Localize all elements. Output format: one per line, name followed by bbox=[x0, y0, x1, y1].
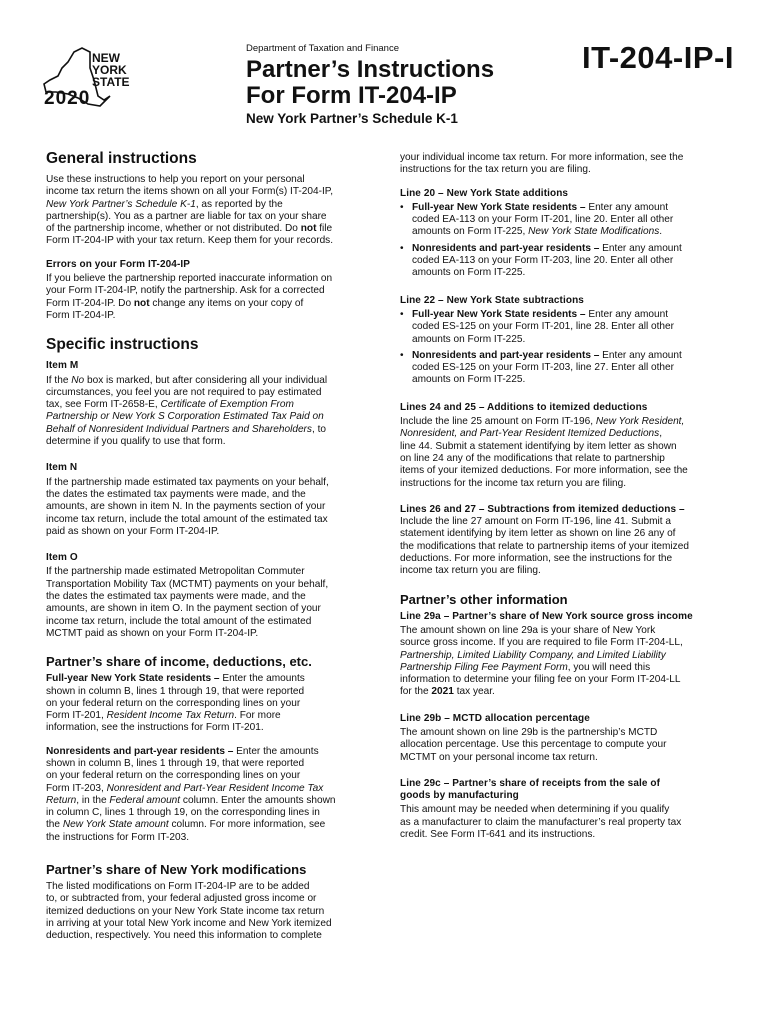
continued-text: your individual income tax return. For more information, see the instructions for the tax return you are filing. bbox=[400, 152, 684, 176]
line-22-list bbox=[400, 309, 728, 387]
general-instructions-text: Use these instructions to help you report on your personal income tax return the items shown on all your Form(s) IT-204-IP, New York Partner’s Schedule K-1, as reported by the partnership(s). You as a partner are liable for tax on your share of the partnership income, whether or not distributed. Do not file Form IT-204-IP with your tax return. Keep them for your records. bbox=[46, 174, 334, 247]
item-m-text: If the No box is marked, but after considering all your individual circumstances, you feel you are not required to pay estimated tax, see Form IT-2658-E, Certificate of Exemption From Partnership or New York S Corporation Estimated Tax Paid on Behalf of Nonresident Individual Partners and Shareholders, to determine if you qualify to use that form. bbox=[46, 374, 328, 448]
ny-modifications-text: The listed modifications on Form IT-204-IP are to be added to, or subtracted from, your federal adjusted gross income or itemized deductions on your New York State income tax return in arriving at your total New York income and New York itemized deduction, respectively. You need this information to complete bbox=[46, 881, 332, 942]
item-n-text: If the partnership made estimated tax payments on your behalf, the dates the estimated tax payments were made, and the amounts, are shown in item N. In the payments section of your income tax return, include the total amount of the estimated tax paid as shown on your Form IT-204-IP. bbox=[46, 476, 329, 537]
other-information-heading: Partner’s other information bbox=[400, 591, 568, 607]
list-item: • Full-year New York State residents – Enter any amount coded EA-113 on your Form IT-201, line 20. Enter all other amounts on Form IT-225, New York State Modifications. bbox=[400, 202, 728, 239]
line-20-heading: Line 20 – New York State additions bbox=[400, 187, 569, 199]
logo-wordmark bbox=[92, 52, 130, 88]
list-item: • Full-year New York State residents – Enter any amount coded ES-125 on your Form IT-201, line 28. Enter all other amounts on Form IT-225. bbox=[400, 309, 728, 346]
errors-heading: Errors on your Form IT-204-IP bbox=[46, 258, 191, 270]
line-29b-text: The amount shown on line 29b is the partnership’s MCTD allocation percentage. Use this percentage to compute your MCTMT on your personal income tax return. bbox=[400, 726, 667, 763]
ny-modifications-heading: Partner’s share of New York modifications bbox=[46, 862, 307, 878]
line-20-list bbox=[400, 202, 728, 280]
line-29a-heading: Line 29a – Partner’s share of New York source gross income bbox=[400, 610, 693, 622]
line-29a-text: The amount shown on line 29a is your share of New York source gross income. If you are required to file Form IT-204-LL, Partnership, Limited Liability Company, and Limited Liability Partnership Filing Fee Payment Form, you will need this information to determine your filing fee on your Form IT-204-LL for the 2021 tax year. bbox=[400, 624, 683, 698]
list-item: • Nonresidents and part-year residents – Enter any amount coded ES-125 on your Form IT-203, line 27. Enter all other amounts on Form IT-225. bbox=[400, 350, 728, 387]
lines-24-25-heading: Lines 24 and 25 – Additions to itemized deductions bbox=[400, 401, 648, 413]
line-29b-heading: Line 29b – MCTD allocation percentage bbox=[400, 712, 590, 724]
form-number: IT-204-IP-I bbox=[582, 40, 734, 75]
item-o-text: If the partnership made estimated Metropolitan Commuter Transportation Mobility Tax (MCTMT) payments on your behalf, the dates the estimated tax payments were made, and the amounts, are shown in item O. In the payment section of your income tax return, include the total amount of the estimated MCTMT paid as shown on your Form IT-204-IP. bbox=[46, 566, 329, 639]
errors-text: If you believe the partnership reported inaccurate information on your Form IT-204-IP, notify the partnership. Ask for a corrected Form IT-204-IP. Do not change any items on your copy of Form IT-204-IP. bbox=[46, 273, 333, 321]
lines-26-27-text: Include the line 27 amount on Form IT-196, line 41. Submit a statement identifying by item letter as shown on line 26 any of the modifications that relate to partnership items of your itemized deductions. For more information, see the instructions for the income tax return you are filing. bbox=[400, 516, 689, 577]
nonresidents-text: Nonresidents and part-year residents – Enter the amounts shown in column B, lines 1 through 19, that were reported on your federal return on the corresponding lines on your Form IT-203, Nonresident and Part-Year Resident Income Tax Return, in the Federal amount column. Enter the amounts shown in column C, lines 1 through 19, on the corresponding lines in the New York State amount column. For more information, see the instructions for Form IT-203. bbox=[46, 745, 336, 843]
general-instructions-heading: General instructions bbox=[46, 150, 197, 167]
right-column bbox=[400, 152, 728, 841]
logo-york-text: YORK bbox=[92, 63, 127, 77]
line-22-heading: Line 22 – New York State subtractions bbox=[400, 294, 584, 306]
line-29c-text: This amount may be needed when determining if you qualify as a manufacturer to claim the manufacturer’s real property tax credit. See Form IT-641 and its instructions. bbox=[400, 804, 682, 841]
page-subtitle: New York Partner’s Schedule K-1 bbox=[246, 111, 458, 126]
lines-24-25-text: Include the line 25 amount on Form IT-196, New York Resident, Nonresident, and Part-Year Resident Itemized Deductions, line 44. Submit a statement identifying by item letter as shown on line 24 any of the modifications that relate to partnership items of your itemized deductions. For more information, see the instructions for the income tax return you are filing. bbox=[400, 416, 688, 489]
item-m-heading: Item M bbox=[46, 360, 79, 372]
item-n-heading: Item N bbox=[46, 462, 78, 474]
logo-state-text: STATE bbox=[92, 75, 130, 89]
specific-instructions-heading: Specific instructions bbox=[46, 336, 199, 354]
share-income-heading: Partner’s share of income, deductions, etc. bbox=[46, 654, 312, 670]
left-column bbox=[46, 150, 374, 943]
item-o-heading: Item O bbox=[46, 552, 78, 564]
logo-new-text: NEW bbox=[92, 51, 120, 65]
logo-year: 2020 bbox=[44, 88, 91, 109]
page-title bbox=[246, 57, 494, 109]
list-item: • Nonresidents and part-year residents – Enter any amount coded EA-113 on your Form IT-203, line 20. Enter all other amounts on Form IT-225. bbox=[400, 243, 728, 280]
lines-26-27-heading: Lines 26 and 27 – Subtractions from itemized deductions – bbox=[400, 503, 685, 515]
department-name: Department of Taxation and Finance bbox=[246, 43, 399, 54]
full-year-residents-text: Full-year New York State residents – Enter the amounts shown in column B, lines 1 through 19, that were reported on your federal return on the corresponding lines on your Form IT-201, Resident Income Tax Return. For more information, see the instructions for Form IT-201. bbox=[46, 673, 305, 734]
title-line-2: For Form IT-204-IP bbox=[246, 82, 457, 109]
title-line-1: Partner’s Instructions bbox=[246, 56, 495, 83]
line-29c-heading: Line 29c – Partner’s share of receipts from the sale of goods by manufacturing bbox=[400, 777, 661, 802]
